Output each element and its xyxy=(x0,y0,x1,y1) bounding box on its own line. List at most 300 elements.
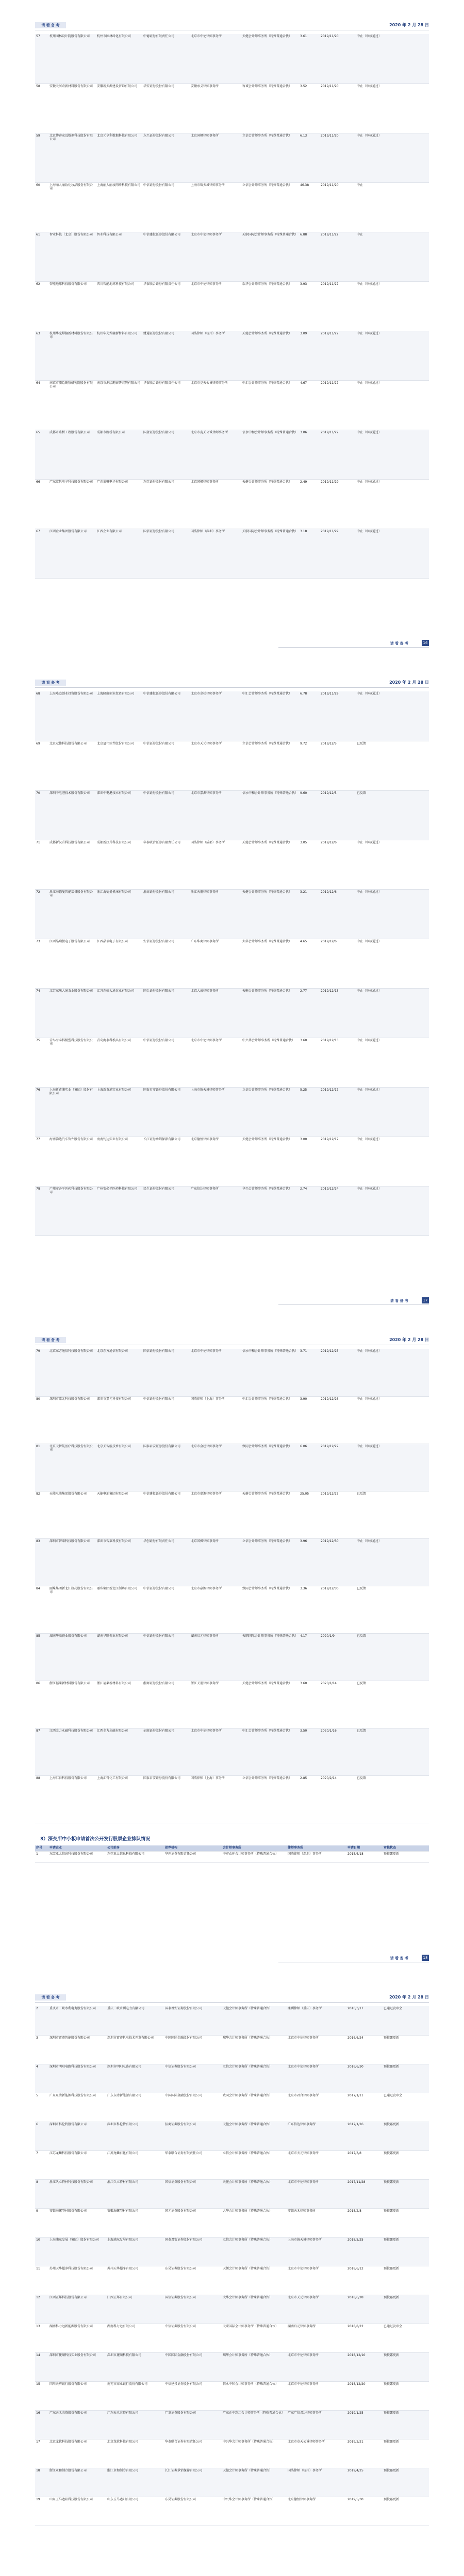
table-cell: 78 xyxy=(35,1186,48,1235)
table-cell: 2016/6/24 xyxy=(346,2035,383,2064)
table-cell: 华泰联合证券有限责任公司 xyxy=(142,840,190,889)
column-header: 律师事务所 xyxy=(287,1845,346,1852)
table-cell: 58 xyxy=(35,83,48,133)
table-cell: 国信证券股份有限公司 xyxy=(164,2179,222,2208)
table-row xyxy=(35,34,429,83)
table-cell: 长江证券承销保荐有限公司 xyxy=(164,2468,222,2497)
table-cell: 中止（审核通过） xyxy=(356,529,429,578)
table-cell: 66 xyxy=(35,479,48,529)
table-cell: 广东广信君达律师事务所 xyxy=(287,2410,346,2439)
table-cell: 预披露更新 xyxy=(383,2237,429,2266)
table-cell: 2.77 xyxy=(299,988,320,1038)
table-cell: 浙江天册律师事务所 xyxy=(190,1681,241,1728)
table-cell: 中止（审核通过） xyxy=(356,34,429,83)
table-cell: 中止 xyxy=(356,232,429,281)
table-cell: 浙江久立特材有限公司 xyxy=(106,2179,164,2208)
table-cell: 中止（审核通过） xyxy=(356,1038,429,1087)
table-row xyxy=(35,2150,429,2179)
table-cell: 北京市竞天公诚律师事务所 xyxy=(287,2439,346,2468)
table-cell: 已反馈 xyxy=(356,1633,429,1681)
table-cell: 广东蓝帆电子有限公司 xyxy=(96,479,142,529)
table-cell: 83 xyxy=(35,1538,48,1586)
table-cell: 北京德恒律师事务所 xyxy=(190,1137,241,1186)
table-cell: 2020/1/14 xyxy=(320,1681,356,1728)
table-cell: 北京博睿宏远数据科技股份有限公司 xyxy=(48,133,96,182)
table-cell: 天健会计师事务所（特殊普通合伙） xyxy=(241,840,299,889)
table-cell: 已反馈 xyxy=(356,1586,429,1633)
table-cell: 北京德恒律师事务所 xyxy=(287,2497,346,2526)
table-cell: 江西晶瑞微电子股份有限公司 xyxy=(48,939,96,988)
table-cell: 2.74 xyxy=(299,1186,320,1235)
table-cell: 已通过发审会 xyxy=(383,2324,429,2352)
table-cell: 湖南启元律师事务所 xyxy=(190,1633,241,1681)
table-cell: 江西正邦科技股份有限公司 xyxy=(48,2295,106,2324)
table-cell: 2020/2/14 xyxy=(320,1775,356,1823)
table-row xyxy=(35,1728,429,1775)
table-cell: 13 xyxy=(35,2324,48,2352)
table-cell: 瑞华会计师事务所（特殊普通合伙） xyxy=(222,2035,287,2064)
table-cell: 天健会计师事务所（特殊普通合伙） xyxy=(241,1137,299,1186)
table-cell: 中国国际金融股份有限公司 xyxy=(164,2352,222,2381)
table-cell: 2019/4/25 xyxy=(346,2468,383,2497)
table-cell: 2019/12/27 xyxy=(320,1444,356,1491)
table-cell: 中信证券股份有限公司 xyxy=(142,790,190,840)
page-header xyxy=(35,21,429,30)
table-cell: 中止（审核通过） xyxy=(356,889,429,939)
table-cell: 67 xyxy=(35,529,48,578)
table-cell: 天职国际会计师事务所（特殊普通合伙） xyxy=(241,232,299,281)
table-cell: 中汇会计师事务所（特殊普通合伙） xyxy=(241,1728,299,1775)
table-row xyxy=(35,281,429,331)
table-cell: 北京市中伦律师事务所 xyxy=(287,2381,346,2410)
footer-tag: 请 看 备 考 xyxy=(390,1299,408,1303)
ipo-queue-table xyxy=(35,34,429,579)
table-cell: 9.60 xyxy=(299,790,320,840)
table-cell: 华兴会计师事务所（特殊普通合伙） xyxy=(241,1186,299,1235)
table-cell: 2019/11/27 xyxy=(320,430,356,479)
table-cell: 72 xyxy=(35,889,48,939)
table-cell: 中止（审核通过） xyxy=(356,840,429,889)
table-cell: 北京市竞天公诚律师事务所 xyxy=(190,380,241,430)
table-cell: 中信证券股份有限公司 xyxy=(142,182,190,232)
footer-tag: 请 看 备 考 xyxy=(390,1956,408,1960)
table-cell: 江西正邦有限公司 xyxy=(106,2295,164,2324)
table-row xyxy=(35,1538,429,1586)
table-cell: 1 xyxy=(35,1852,48,1863)
table-cell: 2017/3/8 xyxy=(346,2150,383,2179)
table-cell: 61 xyxy=(35,232,48,281)
table-row xyxy=(35,691,429,741)
table-cell: 国金证券股份有限公司 xyxy=(142,988,190,1038)
table-cell: 85 xyxy=(35,1633,48,1681)
table-cell: 深圳市雷赛机电技术开发有限公司 xyxy=(106,2035,164,2064)
table-cell: 上海汇得化工有限公司 xyxy=(96,1775,142,1823)
table-cell: 3.21 xyxy=(299,889,320,939)
table-cell: 国泰君安证券股份有限公司 xyxy=(164,2237,222,2266)
table-cell: 中止（审核通过） xyxy=(356,479,429,529)
footer-tag: 请 看 备 考 xyxy=(390,641,408,646)
table-cell: 北京市中伦律师事务所 xyxy=(287,2035,346,2064)
table-cell: 广东信达律师事务所 xyxy=(190,1186,241,1235)
table-cell: 上海浦东发展有限公司 xyxy=(106,2237,164,2266)
table-cell: 天健会计师事务所（特殊普通合伙） xyxy=(241,1491,299,1538)
table-cell: 3.52 xyxy=(299,83,320,133)
table-cell: 2019/11/29 xyxy=(320,479,356,529)
table-cell: 17 xyxy=(35,2439,48,2468)
table-cell: 北京冠伟科技股份有限公司 xyxy=(48,741,96,790)
table-cell: 73 xyxy=(35,939,48,988)
table-cell: 10 xyxy=(35,2237,48,2266)
table-cell: 北京市嘉源律师事务所 xyxy=(190,1491,241,1538)
table-cell: 2019/11/20 xyxy=(320,83,356,133)
table-cell: 2019/12/27 xyxy=(320,1491,356,1538)
table-row xyxy=(35,83,429,133)
table-cell: 成都市路桥有限公司 xyxy=(96,430,142,479)
table-cell: 3.05 xyxy=(299,840,320,889)
column-header: 会计师事务所 xyxy=(222,1845,287,1852)
table-cell: 6.88 xyxy=(299,232,320,281)
table-cell: 2016/6/30 xyxy=(346,2064,383,2093)
table-cell: 2017/1/26 xyxy=(346,2122,383,2150)
table-cell: 59 xyxy=(35,133,48,182)
table-cell: 中止（审核通过） xyxy=(356,1137,429,1186)
table-cell: 浙商证券股份有限公司 xyxy=(142,1681,190,1728)
table-row xyxy=(35,2468,429,2497)
table-cell: 深圳市捷顺科技有限公司 xyxy=(106,2352,164,2381)
table-cell: 东兴证券股份有限公司 xyxy=(142,133,190,182)
table-row xyxy=(35,1137,429,1186)
table-cell: 智能地球科技股份有限公司 xyxy=(48,281,96,331)
table-cell: 中国国际金融股份有限公司 xyxy=(164,2035,222,2064)
table-cell: 77 xyxy=(35,1137,48,1186)
table-cell: 中止（审核通过） xyxy=(356,1538,429,1586)
page-number: 17 xyxy=(422,1297,429,1303)
table-row xyxy=(35,2093,429,2122)
table-cell: 76 xyxy=(35,1087,48,1137)
table-row xyxy=(35,1444,429,1491)
header-tag: 请 看 备 考 xyxy=(35,680,66,686)
table-cell: 2019/11/27 xyxy=(320,380,356,430)
table-cell: 70 xyxy=(35,790,48,840)
table-cell: 2.85 xyxy=(299,1775,320,1823)
table-cell: 预披露更新 xyxy=(383,2035,429,2064)
table-cell: 中止（审核通过） xyxy=(356,331,429,380)
table-cell: 上海市锦天城律师事务所 xyxy=(287,2237,346,2266)
table-cell: 中信证券股份有限公司 xyxy=(142,741,190,790)
table-cell: 海南钧达实业有限公司 xyxy=(96,1137,142,1186)
table-cell: 安徽承义律师事务所 xyxy=(190,83,241,133)
table-cell: 招商证券股份有限公司 xyxy=(142,1728,190,1775)
table-cell: 57 xyxy=(35,34,48,83)
page-header xyxy=(35,678,429,688)
table-cell: 天健会计师事务所（特殊普通合伙） xyxy=(222,2006,287,2035)
page-footer xyxy=(278,641,429,648)
table-cell: 上海隆庭创业投资股份有限公司 xyxy=(48,691,96,741)
page-2 xyxy=(0,657,464,1314)
table-cell: 北京市金杜律师事务所 xyxy=(190,691,241,741)
table-cell: 已反馈 xyxy=(356,1491,429,1538)
table-cell: 预披露更新 xyxy=(383,2064,429,2093)
table-cell: 中止（审核通过） xyxy=(356,1349,429,1396)
table-cell: 苏州天华超净科技股份有限公司 xyxy=(48,2266,106,2295)
table-cell: 预披露更新 xyxy=(383,2266,429,2295)
table-cell: 致同会计师事务所（特殊普通合伙） xyxy=(241,1444,299,1491)
table-cell: 国浩律师（成都）事务所 xyxy=(190,840,241,889)
table-cell: 杭州华光焊接新材料股份有限公司 xyxy=(48,331,96,380)
table-cell: 容诚会计师事务所（特殊普通合伙） xyxy=(241,83,299,133)
table-cell: 北京元亨利数据科技有限公司 xyxy=(96,133,142,182)
table-cell: 中审众环会计师事务所（特殊普通合伙） xyxy=(222,1852,287,1863)
table-cell: 重庆三峡水利电力有限公司 xyxy=(106,2006,164,2035)
table-cell: 广东天禾农资有限公司 xyxy=(106,2410,164,2439)
table-cell: 中止（审核通过） xyxy=(356,1444,429,1491)
table-cell: 北京市中伦律师事务所 xyxy=(190,232,241,281)
table-cell: 中汇会计师事务所（特殊普通合伙） xyxy=(241,380,299,430)
table-cell: 2.49 xyxy=(299,479,320,529)
table-cell: 华创证券有限责任公司 xyxy=(164,1852,222,1863)
page-1 xyxy=(0,0,464,657)
table-cell: 广东天禾农资股份有限公司 xyxy=(48,2410,106,2439)
table-cell: 重庆市三峡水利电力股份有限公司 xyxy=(48,2006,106,2035)
table-cell: 浙江永和制冷有限公司 xyxy=(106,2468,164,2497)
table-row xyxy=(35,790,429,840)
table-cell: 68 xyxy=(35,691,48,741)
table-cell: 4.67 xyxy=(299,380,320,430)
table-cell: 江西企业集团股份有限公司 xyxy=(48,529,96,578)
table-cell: 浙江久立特材科技股份有限公司 xyxy=(48,2179,106,2208)
table-cell: 江苏东峡大通农业股份有限公司 xyxy=(48,988,96,1038)
table-row xyxy=(35,741,429,790)
table-row xyxy=(35,331,429,380)
table-cell: 2019/12/17 xyxy=(320,1087,356,1137)
table-cell: 北京市嘉源律师事务所 xyxy=(190,1586,241,1633)
table-cell: 深圳市嘉元科技有限公司 xyxy=(96,1396,142,1444)
table-cell: 华创证券有限责任公司 xyxy=(142,1538,190,1586)
table-cell: 杭州市园林绿化有限公司 xyxy=(96,34,142,83)
table-cell: 大华会计师事务所（特殊普通合伙） xyxy=(241,939,299,988)
table-row xyxy=(35,1087,429,1137)
table-cell: 湖南科力远新能源股份有限公司 xyxy=(48,2324,106,2352)
table-cell: 北京冠伟软件股份有限公司 xyxy=(96,741,142,790)
table-cell: 北京市金杜律师事务所 xyxy=(190,1444,241,1491)
table-cell: 2018/6/12 xyxy=(346,2266,383,2295)
table-cell: 国泰君安证券股份有限公司 xyxy=(142,1087,190,1137)
table-cell: 中止（审核通过） xyxy=(356,1186,429,1235)
table-cell: 2019/3/21 xyxy=(346,2439,383,2468)
table-cell: 15 xyxy=(35,2381,48,2410)
table-cell: 致同会计师事务所（特殊普通合伙） xyxy=(222,2093,287,2122)
table-cell: 中兴华会计师事务所（特殊普通合伙） xyxy=(241,1038,299,1087)
table-cell: 海南钧达汽车饰件股份有限公司 xyxy=(48,1137,96,1186)
table-cell: 瑞华会计师事务所（特殊普通合伙） xyxy=(222,2352,287,2381)
table-cell: 2 xyxy=(35,2006,48,2035)
table-cell: 北京市中伦律师事务所 xyxy=(190,1038,241,1087)
table-cell: 浙江海德曼机床有限公司 xyxy=(96,889,142,939)
table-row xyxy=(35,2035,429,2064)
table-cell: 中信建投证券股份有限公司 xyxy=(142,232,190,281)
table-cell: 88 xyxy=(35,1775,48,1823)
table-cell: 2019/11/27 xyxy=(320,331,356,380)
column-header: 保荐机构 xyxy=(164,1845,222,1852)
table-row xyxy=(35,2006,429,2035)
header-tag: 请 看 备 考 xyxy=(35,1994,66,2001)
table-cell: 2019/11/29 xyxy=(320,529,356,578)
table-cell: 中止（审核通过） xyxy=(356,380,429,430)
table-cell: 南京市测绘勘察研究院有限公司 xyxy=(96,380,142,430)
table-cell: 5.25 xyxy=(299,1087,320,1137)
table-cell: 华泰联合证券有限责任公司 xyxy=(142,380,190,430)
table-cell: 大华会计师事务所（特殊普通合伙） xyxy=(222,2208,287,2237)
table-cell: 已反馈 xyxy=(356,790,429,840)
table-cell: 8 xyxy=(35,2179,48,2208)
table-cell: 2019/12/24 xyxy=(320,1186,356,1235)
table-cell: 2019/12/26 xyxy=(320,1396,356,1444)
table-cell: 16 xyxy=(35,2410,48,2439)
table-cell: 4.17 xyxy=(299,1633,320,1681)
column-header: 审核状态 xyxy=(383,1845,429,1852)
page-number: 16 xyxy=(422,640,429,646)
table-cell: 北京市天元律师事务所 xyxy=(190,741,241,790)
table-cell: 64 xyxy=(35,380,48,430)
table-cell: 深圳市科伦特股份有限公司 xyxy=(48,2122,106,2150)
table-cell: 立信会计师事务所（特殊普通合伙） xyxy=(241,182,299,232)
table-cell: 中兴华会计师事务所（特殊普通合伙） xyxy=(222,2439,287,2468)
table-cell: 已反馈 xyxy=(356,1775,429,1823)
table-cell: 广东蓝帆电子科技股份有限公司 xyxy=(48,479,96,529)
table-cell: 2019/12/5 xyxy=(320,741,356,790)
table-cell: 2018/12/20 xyxy=(346,2381,383,2410)
table-cell: 6.13 xyxy=(299,133,320,182)
table-cell: 2016/3/17 xyxy=(346,2006,383,2035)
table-cell: 已反馈 xyxy=(356,741,429,790)
table-cell: 天健会计师事务所（特殊普通合伙） xyxy=(241,34,299,83)
table-cell: 3.60 xyxy=(299,1038,320,1087)
table-cell: 中止（审核通过） xyxy=(356,83,429,133)
table-cell: 浙江永和制冷股份有限公司 xyxy=(48,2468,106,2497)
table-cell: 江西金力永磁科技股份有限公司 xyxy=(48,1728,96,1775)
table-cell: 湖南启元律师事务所 xyxy=(287,2324,346,2352)
table-cell: 中止（审核通过） xyxy=(356,988,429,1038)
table-cell: 2018/12/10 xyxy=(346,2352,383,2381)
sme-board-queue-table xyxy=(35,2006,429,2526)
table-cell: 北京大成律师事务所 xyxy=(190,988,241,1038)
table-cell: 广东信达律师事务所 xyxy=(287,2122,346,2150)
table-cell: 82 xyxy=(35,1491,48,1538)
page-header xyxy=(35,1993,429,2003)
table-cell: 2018/6/28 xyxy=(346,2295,383,2324)
table-cell: 预披露更新 xyxy=(383,1852,429,1863)
table-cell: 预披露更新 xyxy=(383,2179,429,2208)
table-cell: 已反馈 xyxy=(356,1728,429,1775)
table-cell: 2019/12/6 xyxy=(320,889,356,939)
table-cell: 3.36 xyxy=(299,1586,320,1633)
page-footer xyxy=(278,1956,429,1962)
table-row xyxy=(35,479,429,529)
table-cell: 立信会计师事务所（特殊普通合伙） xyxy=(241,1775,299,1823)
table-cell: 2018/8/22 xyxy=(346,2324,383,2352)
table-row xyxy=(35,430,429,479)
table-cell: 2019/12/30 xyxy=(320,1538,356,1586)
table-cell: 立信会计师事务所（特殊普通合伙） xyxy=(222,2064,287,2093)
table-cell: 东吴证券股份有限公司 xyxy=(164,2497,222,2526)
table-cell: 北京市中伦律师事务所 xyxy=(287,2064,346,2093)
table-cell: 北京龙软科技股份有限公司 xyxy=(48,2439,106,2468)
table-row xyxy=(35,1349,429,1396)
table-cell: 南充市商业银行股份有限公司 xyxy=(106,2381,164,2410)
table-cell: 北京市中伦律师事务所 xyxy=(287,2266,346,2295)
table-header-row xyxy=(35,1845,429,1852)
table-cell: 中信证券股份有限公司 xyxy=(142,1038,190,1087)
table-cell: 北京市中伦律师事务所 xyxy=(287,2352,346,2381)
table-cell: 86 xyxy=(35,1681,48,1728)
table-cell: 6.78 xyxy=(299,691,320,741)
table-cell: 上海丽人丽妆网络科技有限公司 xyxy=(96,182,142,232)
table-row xyxy=(35,2439,429,2468)
table-cell: 2017/11/28 xyxy=(346,2179,383,2208)
table-cell: 华泰联合证券有限责任公司 xyxy=(164,2150,222,2179)
table-cell: 预披露更新 xyxy=(383,2150,429,2179)
table-cell: 北京市中伦律师事务所 xyxy=(287,2179,346,2208)
table-cell: 2019/12/6 xyxy=(320,840,356,889)
table-cell: 3.00 xyxy=(299,1137,320,1186)
table-cell: 63 xyxy=(35,331,48,380)
table-cell: 2020/1/16 xyxy=(320,1728,356,1775)
table-cell: 3.93 xyxy=(299,281,320,331)
table-cell: 成都市路桥工程股份有限公司 xyxy=(48,430,96,479)
table-cell: 中信证券股份有限公司 xyxy=(164,2324,222,2352)
table-cell: 上海丽人丽妆化妆品股份有限公司 xyxy=(48,182,96,232)
table-row xyxy=(35,988,429,1038)
page-number: 18 xyxy=(422,1955,429,1961)
table-cell: 长江证券承销保荐有限公司 xyxy=(142,1137,190,1186)
table-row xyxy=(35,182,429,232)
column-header: 申请日期 xyxy=(346,1845,383,1852)
table-cell: 北京天智航技术有限公司 xyxy=(96,1444,142,1491)
table-cell: 预披露更新 xyxy=(383,2439,429,2468)
table-cell: 北京国枫律师事务所 xyxy=(190,1538,241,1586)
table-cell: 安徽海螺型材股份有限公司 xyxy=(48,2208,106,2237)
table-cell: 已通过发审会 xyxy=(383,2006,429,2035)
table-cell: 广东正中珠江会计师事务所（特殊普通合伙） xyxy=(222,2410,287,2439)
table-cell: 中信证券股份有限公司 xyxy=(164,2064,222,2093)
table-cell: 中信建投证券股份有限公司 xyxy=(164,2381,222,2410)
table-cell: 19 xyxy=(35,2497,48,2526)
table-cell: 国金证券股份有限公司 xyxy=(142,430,190,479)
table-cell: 中止（审核通过） xyxy=(356,691,429,741)
table-cell: 预披露更新 xyxy=(383,2208,429,2237)
table-cell: 3.60 xyxy=(299,1681,320,1728)
table-cell: 中德证券有限责任公司 xyxy=(142,34,190,83)
table-cell: 中信证券股份有限公司 xyxy=(142,1586,190,1633)
table-cell: 成都新汉升科技股份有限公司 xyxy=(48,840,96,889)
table-cell: 天健会计师事务所（特殊普通合伙） xyxy=(222,2179,287,2208)
table-cell: 6.06 xyxy=(299,1444,320,1491)
table-cell: 湖南华联瓷业股份有限公司 xyxy=(48,1633,96,1681)
table-cell: 东莞证券股份有限公司 xyxy=(142,479,190,529)
table-cell: 广东东湾新能源科技股份有限公司 xyxy=(48,2093,106,2122)
table-cell: 国元证券股份有限公司 xyxy=(164,2208,222,2237)
table-cell: 中止（审核通过） xyxy=(356,939,429,988)
table-cell: 75 xyxy=(35,1038,48,1087)
table-cell: 立信会计师事务所（特殊普通合伙） xyxy=(241,741,299,790)
column-header: 序号 xyxy=(35,1845,48,1852)
table-row xyxy=(35,232,429,281)
table-cell: 3.50 xyxy=(299,1728,320,1775)
table-cell: 天健会计师事务所（特殊普通合伙） xyxy=(241,479,299,529)
table-cell: 2019/11/27 xyxy=(320,281,356,331)
table-cell: 北京市中伦律师事务所 xyxy=(190,1728,241,1775)
table-cell: 2019/12/13 xyxy=(320,1038,356,1087)
